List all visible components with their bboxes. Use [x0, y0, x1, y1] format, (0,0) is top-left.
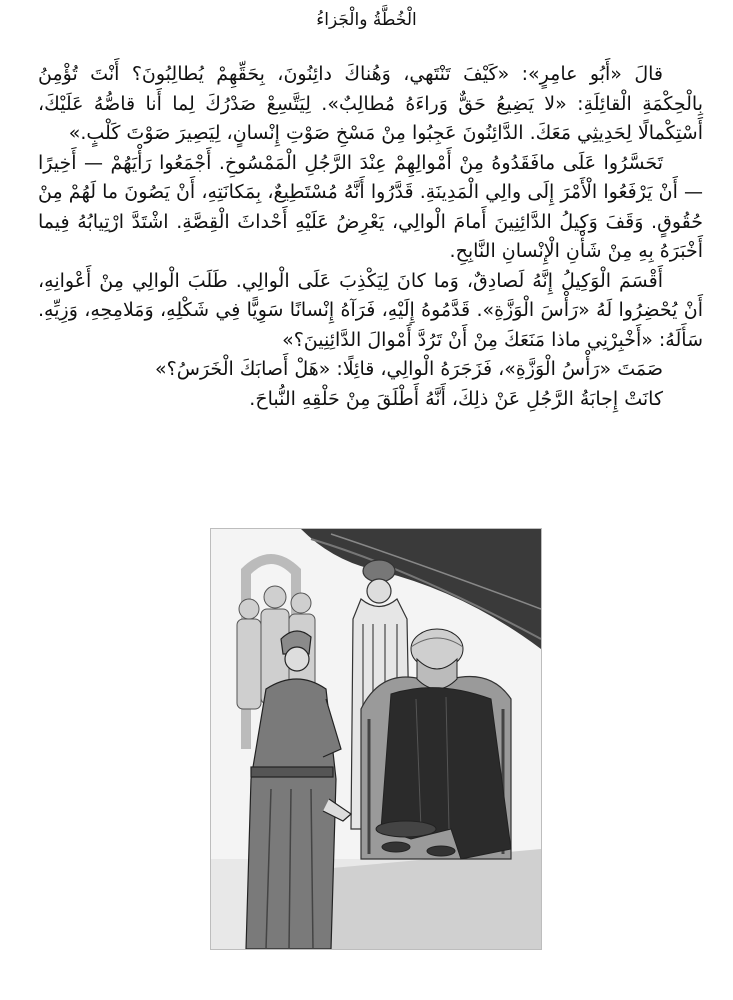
- story-text: [38, 60, 703, 414]
- paragraph-4: صَمَتَ «رَأْسُ الْوَزَّةِ»، فَزَجَرَهُ الْوالِي، قائِلًا: «هَلْ أَصابَكَ الْخَرَسُ؟»: [155, 358, 663, 380]
- paragraph-3: أَقْسَمَ الْوَكِيلُ إِنَّهُ لَصادِقٌ، وَما كانَ لِيَكْذِبَ عَلَى الْوالِي. طَلَبَ الْوالِي مِنْ أَعْوانِهِ، أَنْ يُحْضِرُوا لَهُ «رَأْسَ الْوَزَّةِ». قَدَّمُوهُ إِلَيْهِ، فَرَآهُ إِنْسانًا سَوِيًّا فِي شَكْلِهِ، وَمَلامِحِهِ، وَزِيِّهِ. سَأَلَهُ: «أَخْبِرْنِي ماذا مَنَعَكَ مِنْ أَنْ تَرُدَّ أَمْوالَ الدَّائِنِينَ؟»: [38, 269, 703, 351]
- illustration-icon: [211, 529, 541, 949]
- page-title: الْخُطَّةُ والْجَزاءُ: [316, 10, 417, 30]
- paragraph-1: قالَ «أَبُو عامِرٍ»: «كَيْفَ تَنْتَهي، وَهُناكَ دائِنُونَ، بِحَقِّهِمْ يُطالِبُونَ؟ أَنْتَ تُؤْمِنُ بِالْحِكْمَةِ الْقائِلَةِ: «لا يَضِيعُ حَقٌّ وَراءَهُ مُطالِبٌ». لِيَتَّسِعْ صَدْرُكَ لِما أَنا قاصُّهُ عَلَيْكَ، أَسْتِكْمالًا لِحَدِيثِي مَعَكَ. الدَّائِنُونَ عَجِبُوا مِنْ مَسْخِ صَوْتِ إِنْسانٍ، لِيَصِيرَ صَوْتَ كَلْبٍ.»: [38, 63, 703, 144]
- paragraph-2: تَحَسَّرُوا عَلَى مافَقَدُوهُ مِنْ أَمْوالِهِمْ عِنْدَ الرَّجُلِ الْمَمْسُوخِ. أَجْمَعُوا رَأْيَهُمْ — أَخِيرًا — أَنْ يَرْفَعُوا الْأَمْرَ إِلَى والِي الْمَدِينَةِ. قَدَّرُوا أَنَّهُ مُسْتَطِيعٌ، بِمَكانَتِهِ، أَنْ يَصُونَ ما لَهُمْ مِنْ حُقُوقٍ. وَقَفَ وَكِيلُ الدَّائِنِينَ أَمامَ الْوالِي، يَعْرِضُ عَلَيْهِ أَحْداثَ الْقِصَّةِ. اشْتَدَّ ارْتِيابُهُ فِيما أَخْبَرَهُ بِهِ مِنْ شَأْنِ الْإِنْسانِ النَّابِحِ.: [38, 151, 703, 262]
- court-scene-illustration: [210, 528, 542, 950]
- paragraph-5: كانَتْ إِجابَةُ الرَّجُلِ عَنْ ذلِكَ، أَنَّهُ أَطْلَقَ مِنْ حَلْقِهِ النُّباحَ.: [249, 387, 663, 410]
